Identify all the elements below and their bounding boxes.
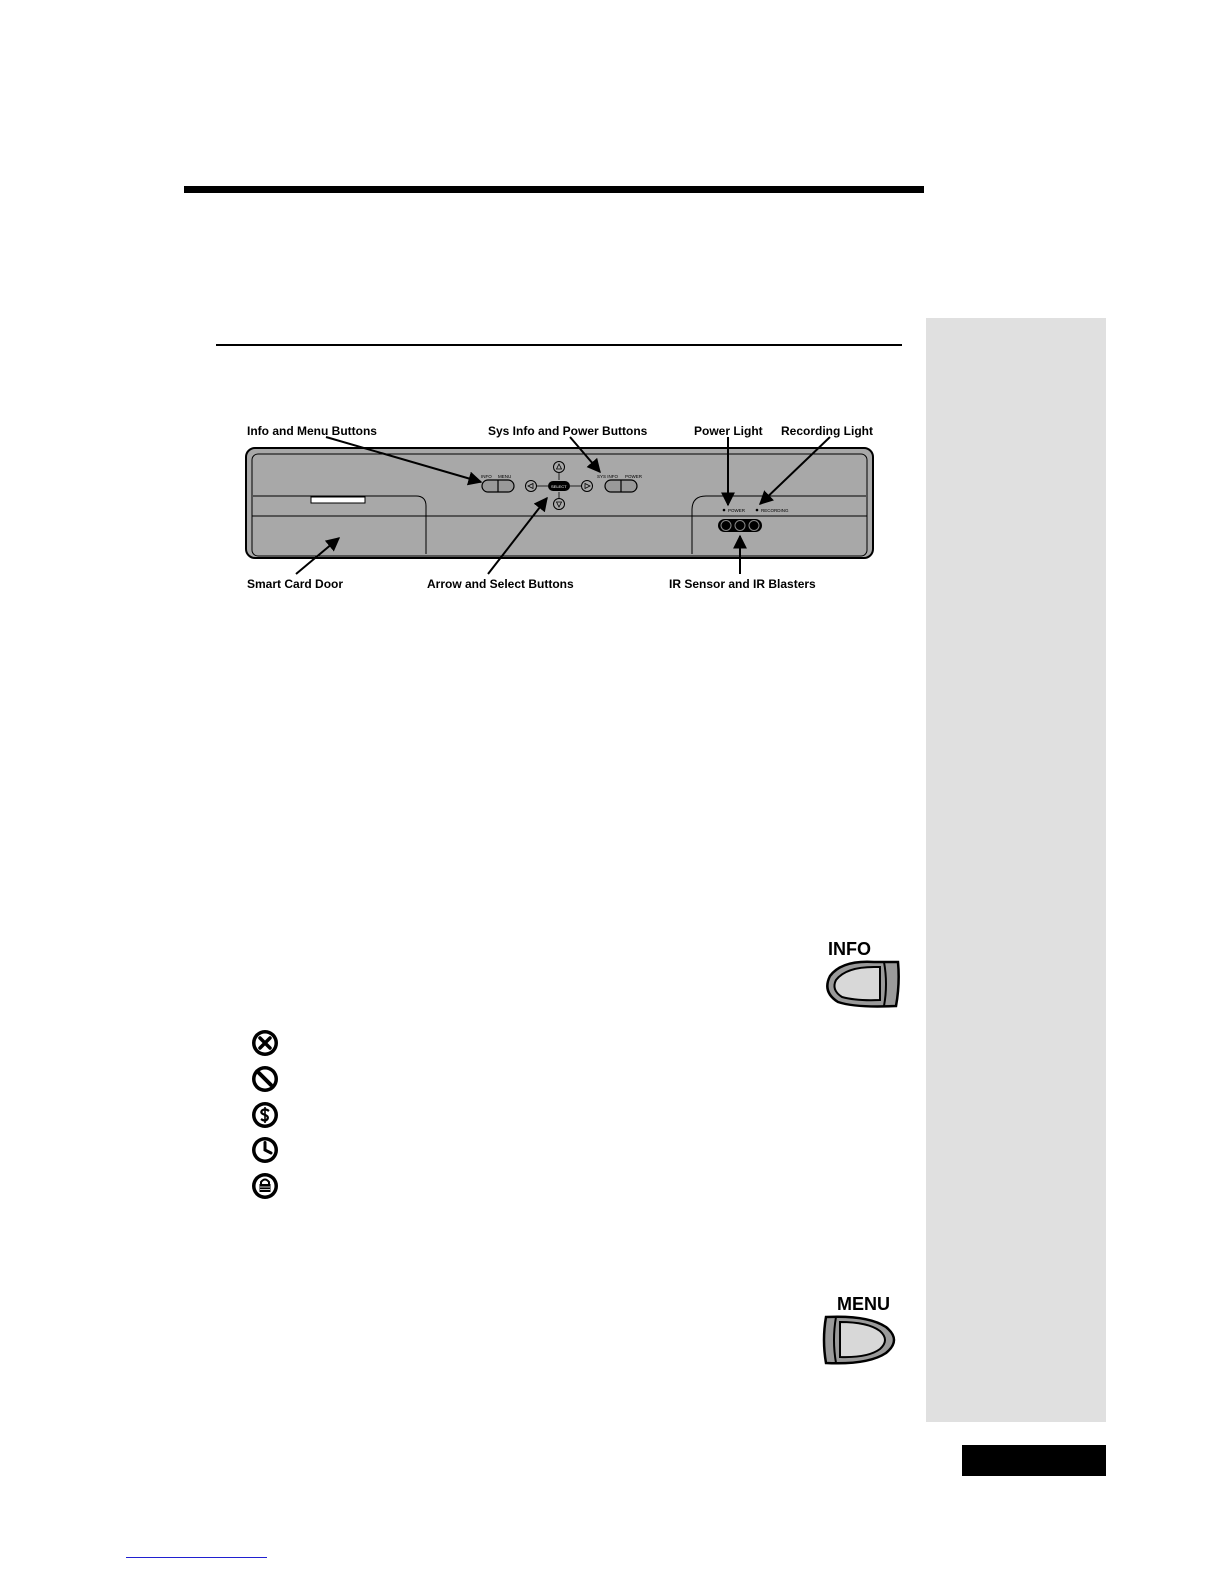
callout-power-light: Power Light	[694, 424, 763, 438]
top-rule	[184, 186, 924, 193]
power-led	[723, 509, 726, 512]
info-button-icon[interactable]	[822, 958, 902, 1010]
callout-arrow-select: Arrow and Select Buttons	[427, 577, 574, 591]
callout-info-menu: Info and Menu Buttons	[247, 424, 377, 438]
callout-smart-card: Smart Card Door	[247, 577, 344, 591]
receiver-front-panel	[236, 418, 886, 598]
panel-info-label: INFO	[481, 474, 492, 479]
info-menu-button-pair	[481, 474, 514, 492]
dollar-circle-icon	[251, 1101, 279, 1129]
x-circle-icon	[251, 1029, 279, 1057]
section-rule	[216, 344, 902, 346]
panel-select-label: SELECT	[551, 484, 567, 489]
slash-circle-icon	[251, 1065, 279, 1093]
menu-button-icon[interactable]	[820, 1313, 902, 1367]
info-button-label: INFO	[828, 939, 871, 959]
clock-circle-icon	[251, 1136, 279, 1164]
callout-recording-light: Recording Light	[781, 424, 873, 438]
card-slot	[311, 497, 365, 503]
ir-sensor-blasters	[718, 519, 762, 532]
menu-button-label: MENU	[837, 1294, 890, 1314]
lock-circle-icon	[251, 1172, 279, 1200]
panel-sysinfo-label: SYS INFO	[597, 474, 619, 479]
callout-sys-power: Sys Info and Power Buttons	[488, 424, 648, 438]
recording-led	[756, 509, 759, 512]
link-underline[interactable]	[126, 1557, 267, 1558]
panel-power-led-label: POWER	[728, 508, 746, 513]
side-panel	[926, 318, 1106, 1422]
panel-recording-led-label: RECORDING	[761, 508, 789, 513]
panel-power-label: POWER	[625, 474, 643, 479]
panel-menu-label: MENU	[498, 474, 512, 479]
page-tab	[962, 1445, 1106, 1476]
callout-ir: IR Sensor and IR Blasters	[669, 577, 816, 591]
